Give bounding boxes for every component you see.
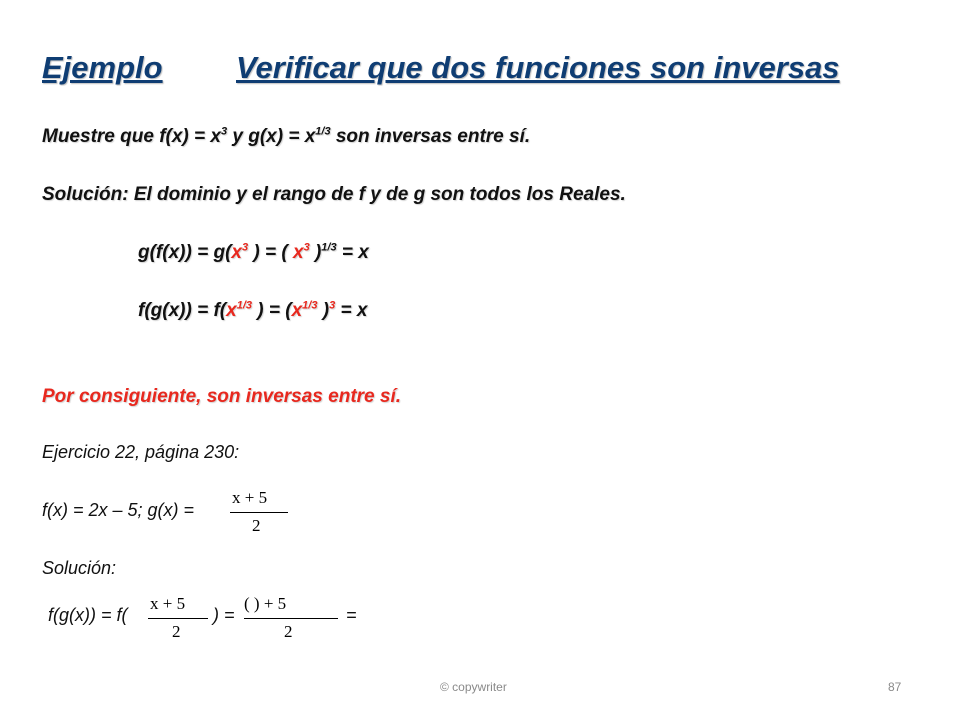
- frac1-numerator: x + 5: [150, 594, 186, 613]
- exercise-reference: Ejercicio 22, página 230:: [42, 442, 240, 462]
- frac1-denominator: 2: [172, 622, 181, 641]
- eq-sup: 1/3: [321, 241, 337, 254]
- example-label: Ejemplo: [42, 50, 163, 85]
- problem-statement: [42, 126, 530, 148]
- eq-sup: 3: [241, 241, 249, 254]
- equation-g-of-f: [138, 242, 369, 264]
- equation-f-of-g: [138, 300, 367, 322]
- statement-part: y g(x) = x: [227, 126, 316, 147]
- eq-part: = x: [335, 300, 368, 321]
- eq-sup: 3: [303, 241, 310, 254]
- functions-definition: f(x) = 2x – 5; g(x) =: [42, 500, 195, 520]
- statement-part: son inversas entre sí.: [330, 126, 531, 147]
- statement-part: Muestre que f(x) = x: [42, 126, 221, 147]
- frac2-denominator: 2: [284, 622, 293, 641]
- eq-part: ): [317, 300, 330, 321]
- conclusion-text: Por consiguiente, son inversas entre sí.: [42, 386, 402, 407]
- composition-end: =: [346, 605, 357, 625]
- composition-mid: ) =: [213, 605, 235, 625]
- frac2-bar: [244, 618, 338, 619]
- g-fraction-numerator: x + 5: [232, 488, 268, 507]
- footer-copyright: © copywriter: [440, 680, 507, 694]
- eq-part: ) = (: [252, 300, 292, 321]
- eq-part: g(f(x)) = g(: [138, 242, 232, 263]
- eq-part: f(g(x)) = f(: [138, 300, 227, 321]
- composition-lead: f(g(x)) = f(: [48, 605, 128, 625]
- g-fraction-denominator: 2: [252, 516, 261, 535]
- eq-sup: 1/3: [236, 299, 252, 312]
- slide-title: Verificar que dos funciones son inversas: [236, 50, 840, 85]
- solution-label: Solución:: [42, 558, 117, 578]
- page-number: 87: [888, 680, 902, 694]
- eq-highlight: x: [231, 242, 242, 263]
- statement-sup: 1/3: [315, 125, 331, 138]
- eq-highlight: x: [292, 242, 304, 263]
- frac2-numerator: ( ) + 5: [244, 594, 287, 613]
- eq-part: ): [309, 242, 322, 263]
- eq-sup: 1/3: [302, 299, 318, 312]
- solution-domain-text: Solución: El dominio y el rango de f y de g son todos los Reales.: [42, 184, 626, 205]
- eq-part: = x: [336, 242, 369, 263]
- eq-part: ) = (: [248, 242, 293, 263]
- eq-highlight: x: [291, 300, 303, 321]
- g-fraction-bar: [230, 512, 288, 513]
- eq-sup: 3: [329, 299, 336, 312]
- eq-highlight: x: [226, 300, 237, 321]
- frac1-bar: [148, 618, 208, 619]
- statement-sup: 3: [220, 125, 228, 138]
